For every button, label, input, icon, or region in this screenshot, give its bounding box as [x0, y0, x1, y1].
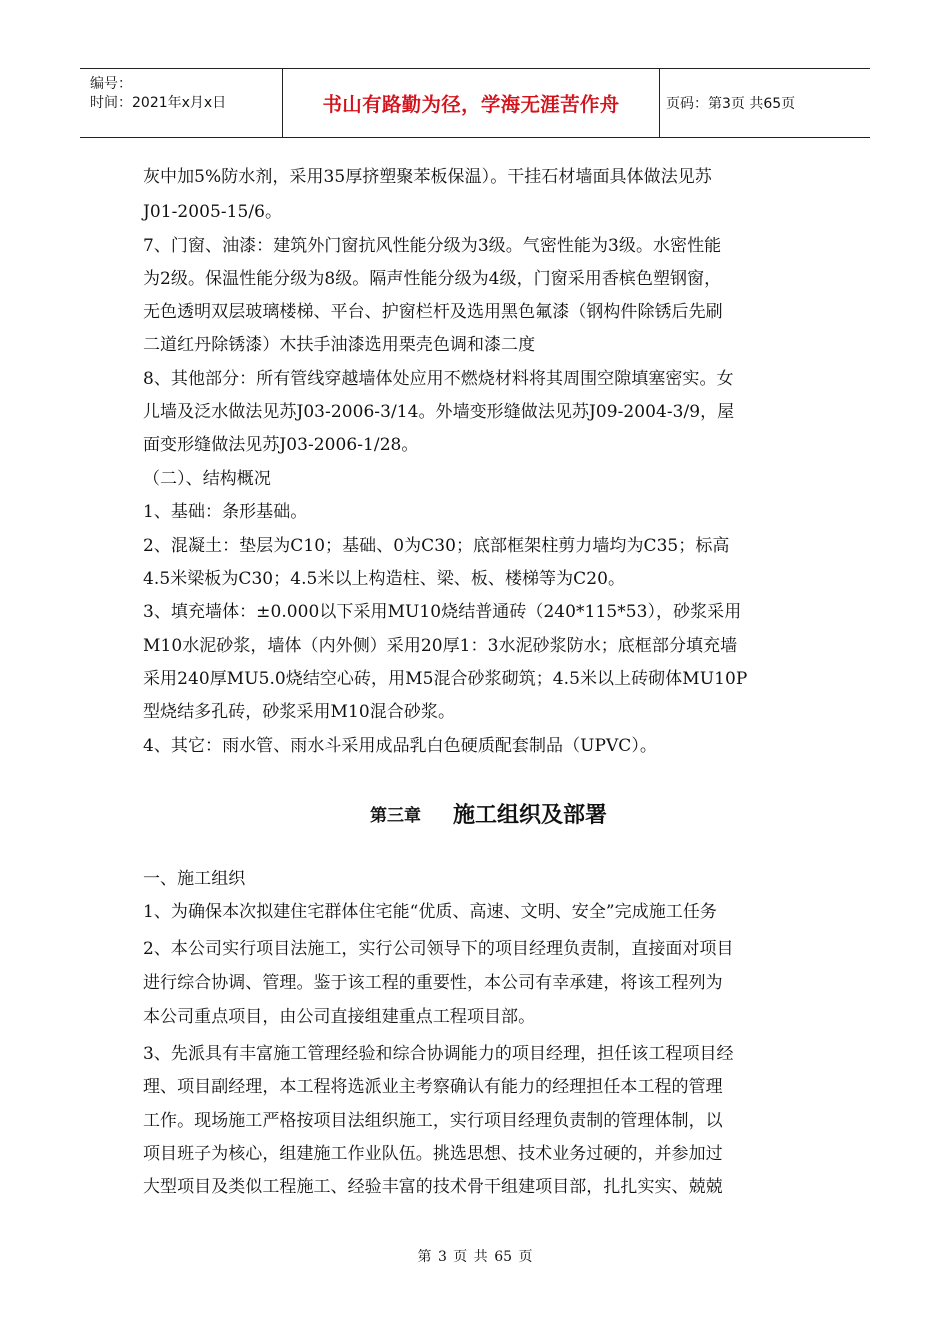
body-line: 二道红丹除锈漆）木扶手油漆选用栗壳色调和漆二度: [143, 335, 536, 355]
body-line: 3、先派具有丰富施工管理经验和综合协调能力的项目经理，担任该工程项目经: [143, 1044, 734, 1064]
body-line: 3、填充墙体：±0.000以下采用MU10烧结普通砖（240*115*53），砂浆采用: [143, 602, 742, 622]
chapter-number: 第三章: [370, 806, 421, 826]
body-line: 工作。现场施工严格按项目法组织施工，实行项目经理负责制的管理体制，以: [143, 1111, 723, 1131]
body-line: J01-2005-15/6。: [143, 202, 283, 222]
section-heading: （二）、结构概况: [143, 469, 271, 489]
chapter-heading: [370, 798, 607, 829]
body-line: 采用240厚MU5.0烧结空心砖，用M5混合砂浆砌筑；4.5米以上砖砌体MU10P: [143, 669, 748, 689]
body-line: 本公司重点项目，由公司直接组建重点工程项目部。: [143, 1007, 536, 1027]
body-line: 4、其它：雨水管、雨水斗采用成品乳白色硬质配套制品（UPVC）。: [143, 736, 657, 756]
serial-label: 编号：: [90, 76, 132, 92]
page-header: [80, 68, 870, 138]
page-footer: 第 3 页 共 65 页: [417, 1249, 533, 1265]
body-line: 2、本公司实行项目法施工，实行公司领导下的项目经理负责制，直接面对项目: [143, 939, 734, 959]
body-line: 进行综合协调、管理。鉴于该工程的重要性，本公司有幸承建，将该工程列为: [143, 973, 723, 993]
chapter-title: 施工组织及部署: [453, 803, 608, 828]
body-line: M10水泥砂浆，墙体（内外侧）采用20厚1：3水泥砂浆防水；底框部分填充墙: [143, 636, 738, 656]
body-line: 4.5米梁板为C30；4.5米以上构造柱、梁、板、楼梯等为C20。: [143, 569, 625, 589]
time-label: 时间：2021年x月x日: [90, 95, 227, 111]
section-heading: 一、施工组织: [143, 869, 246, 889]
body-line: 大型项目及类似工程施工、经验丰富的技术骨干组建项目部，扎扎实实、兢兢: [143, 1177, 723, 1197]
header-page-cell: [660, 69, 870, 137]
body-line: 7、门窗、油漆：建筑外门窗抗风性能分级为3级。气密性能为3级。水密性能: [143, 236, 722, 256]
body-line: 1、基础：条形基础。: [143, 502, 308, 522]
body-line: 项目班子为核心，组建施工作业队伍。挑选思想、技术业务过硬的，并参加过: [143, 1144, 723, 1164]
body-line: 为2级。保温性能分级为8级。隔声性能分级为4级，门窗采用香槟色塑钢窗，: [143, 269, 722, 289]
body-line: 8、其他部分：所有管线穿越墙体处应用不燃烧材料将其周围空隙填塞密实。女: [143, 369, 734, 389]
page-info: 页码：第3页 共65页: [666, 96, 796, 112]
body-line: 1、为确保本次拟建住宅群体住宅能“优质、高速、文明、安全”完成施工任务: [143, 902, 717, 922]
body-line: 儿墙及泛水做法见苏J03-2006-3/14。外墙变形缝做法见苏J09-2004-3/9，屋: [143, 402, 735, 422]
body-line: 理、项目副经理，本工程将选派业主考察确认有能力的经理担任本工程的管理: [143, 1077, 723, 1097]
body-line: 2、混凝土：垫层为C10；基础、0为C30；底部框架柱剪力墙均为C35；标高: [143, 536, 730, 556]
header-meta-cell: [80, 69, 283, 137]
body-line: 灰中加5%防水剂，采用35厚挤塑聚苯板保温）。干挂石材墙面具体做法见苏: [143, 167, 712, 187]
body-line: 无色透明双层玻璃楼梯、平台、护窗栏杆及选用黑色氟漆（钢构件除锈后先刷: [143, 302, 723, 322]
body-line: 面变形缝做法见苏J03-2006-1/28。: [143, 435, 419, 455]
header-motto-cell: [283, 69, 660, 137]
motto: 书山有路勤为径，学海无涯苦作舟: [322, 93, 620, 116]
body-line: 型烧结多孔砖，砂浆采用M10混合砂浆。: [143, 702, 455, 722]
